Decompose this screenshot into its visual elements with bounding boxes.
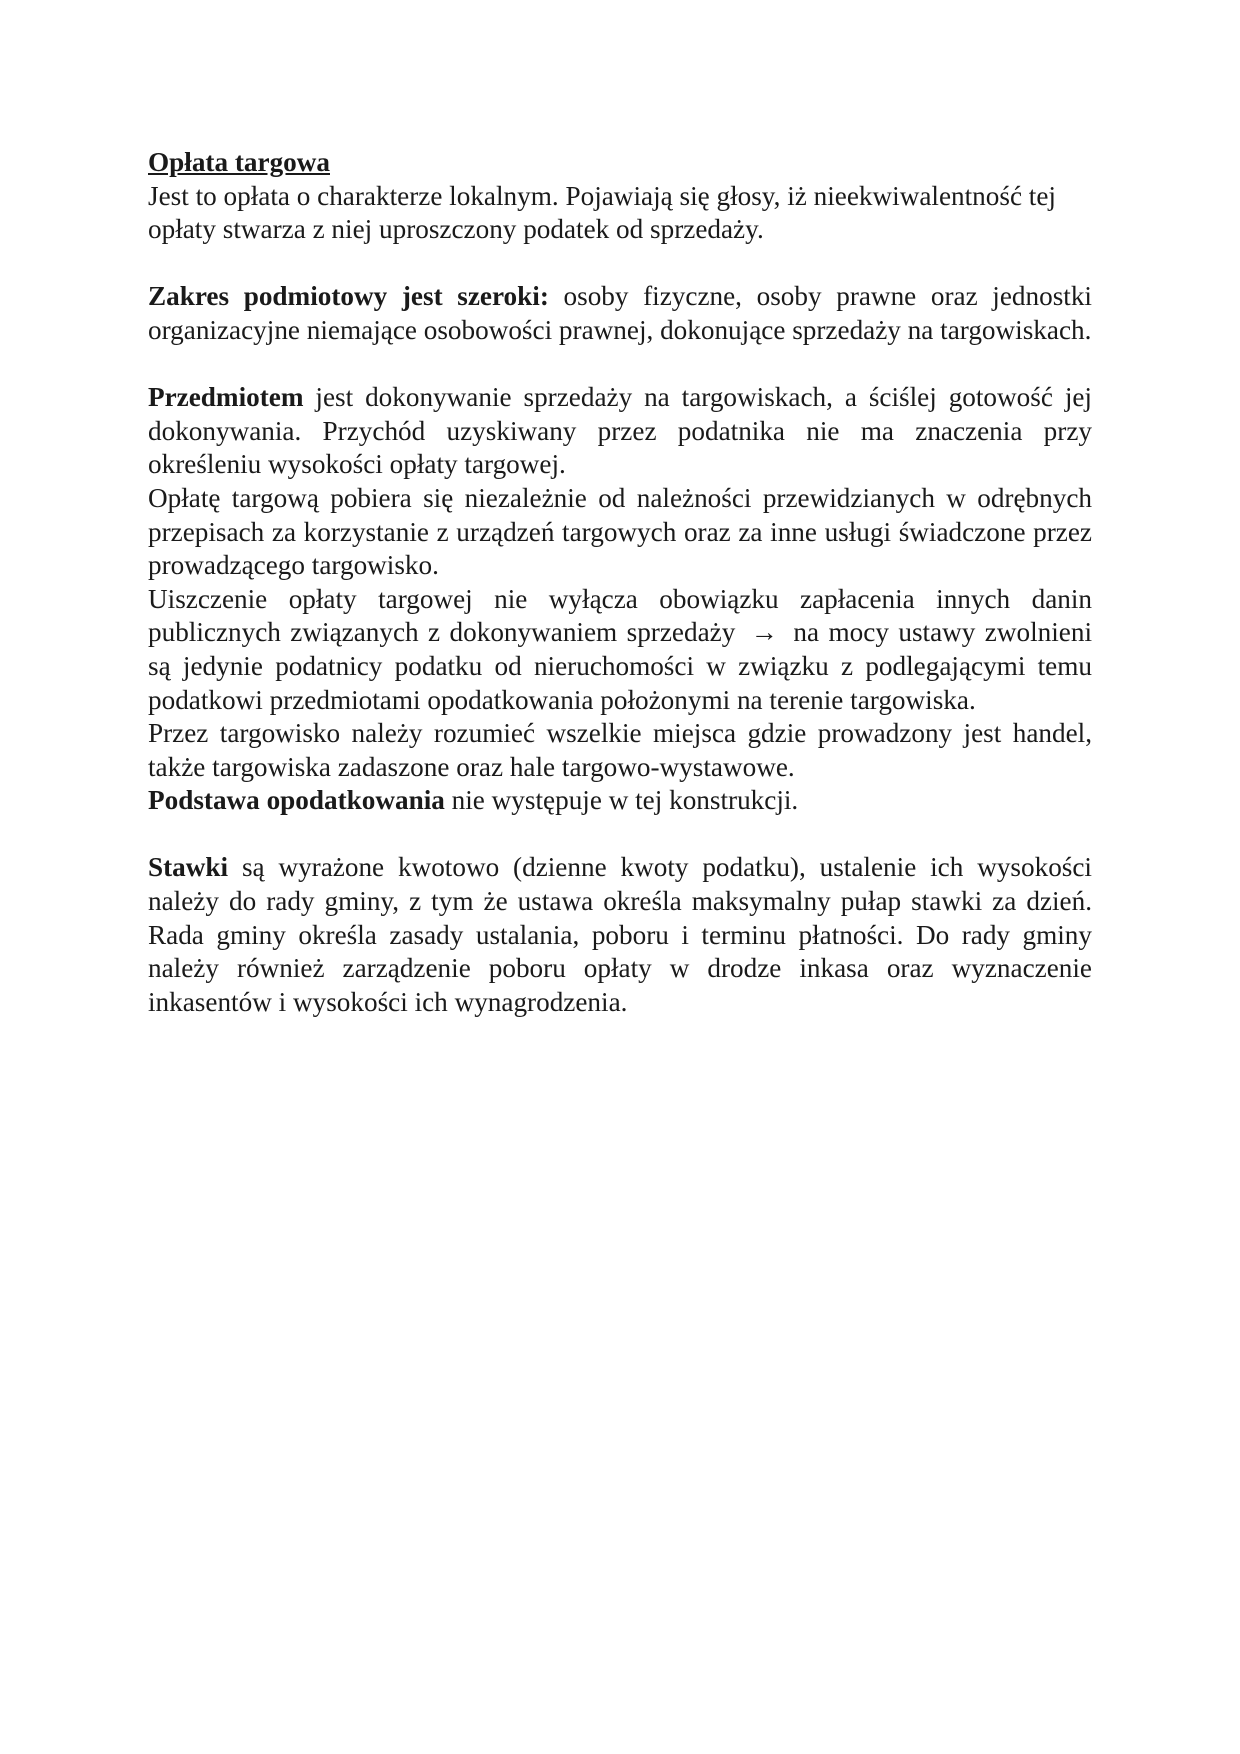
podstawa-text: nie występuje w tej konstrukcji. — [444, 785, 799, 816]
spacer — [148, 818, 1092, 852]
przedmiot-heading: Przedmiotem — [148, 382, 304, 413]
przedmiot-paragraph — [148, 381, 1092, 482]
podstawa-heading: Podstawa opodatkowania — [148, 785, 445, 816]
spacer — [148, 348, 1092, 382]
intro-paragraph: Jest to opłata o charakterze lokalnym. Pojawiają się głosy, iż nieekwiwalentność tej opłaty stwarza z niej uproszczony podatek od sprzedaży. — [148, 180, 1056, 245]
document-title: Opłata targowa — [148, 147, 330, 177]
uiszczenie-text-1: Uiszczenie opłaty targowej nie wyłącza obowiązku zapłacenia innych danin publicznych związanych z dokonywaniem sprzedaży — [148, 583, 1092, 648]
targowisko-bold-text: wszelkie miejsca gdzie prowadzony jest handel, także targowiska zadaszone oraz hale targowo-wystawowe. — [148, 718, 1092, 782]
uiszczenie-paragraph — [148, 583, 1092, 717]
zakres-paragraph — [148, 280, 1092, 347]
stawki-paragraph — [148, 851, 1092, 1019]
targowisko-paragraph — [148, 717, 1092, 784]
pobieranie-text: Opłatę targową pobiera się niezależnie od należności przewidzianych w odrębnych przepisach za korzystanie z urządzeń targowych oraz za inne usługi świadczone przez prowadzącego targowisko. — [148, 482, 1092, 581]
right-arrow-icon: → — [750, 617, 778, 648]
zakres-text: osoby fizyczne, osoby prawne oraz jednostki organizacyjne niemające osobowości prawnej, dokonujące sprzedaży na targowiskach. — [148, 281, 1092, 345]
targowisko-text: Przez targowisko należy rozumieć — [148, 718, 547, 749]
podstawa-paragraph — [148, 784, 1092, 818]
zakres-heading: Zakres podmiotowy jest szeroki: — [148, 281, 549, 312]
spacer — [148, 247, 1092, 281]
stawki-heading: Stawki — [148, 852, 229, 883]
document-page — [148, 146, 1092, 1019]
uiszczenie-text-2: na mocy ustawy zwolnieni są jedynie podatnicy podatku od nieruchomości w związku z podlegającymi temu podatkowi przedmiotami opodatkowania położonymi na terenie targowiska. — [148, 617, 1093, 715]
stawki-text: są wyrażone kwotowo (dzienne kwoty podatku), ustalenie ich wysokości należy do rady gminy, z tym że ustawa określa maksymalny pułap stawki za dzień. Rada gminy określa zasady ustalania, poboru i terminu płatności. Do rady gminy należy również zarządzenie poboru opłaty w drodze inkasa oraz wyznaczenie inkasentów i wysokości ich wynagrodzenia. — [148, 852, 1092, 1017]
przedmiot-text: jest dokonywanie sprzedaży na targowiskach, a ściślej gotowość jej dokonywania. Przychód uzyskiwany przez podatnika nie ma znaczenia przy określeniu wysokości opłaty targowej. — [148, 382, 1092, 480]
pobieranie-paragraph — [148, 482, 1092, 583]
